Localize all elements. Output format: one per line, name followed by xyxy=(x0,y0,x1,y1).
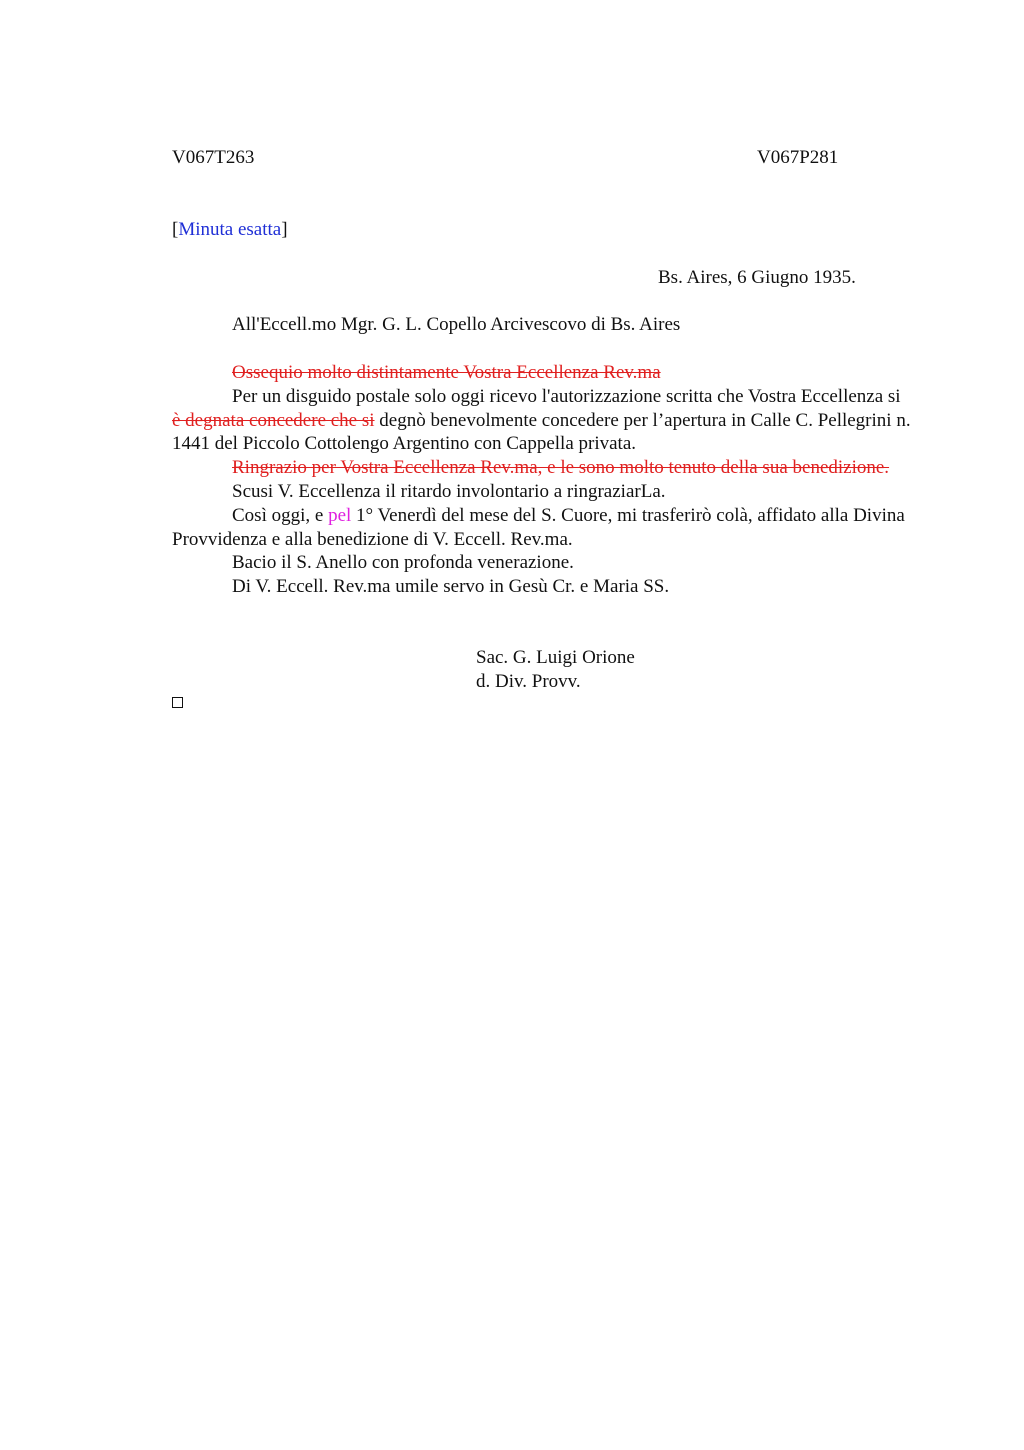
body-paragraph-6: Bacio il S. Anello con profonda venerazione. xyxy=(232,552,574,574)
document-reference-right: V067P281 xyxy=(757,147,839,168)
recipient-line: All'Eccell.mo Mgr. G. L. Copello Arcivescovo di Bs. Aires xyxy=(232,314,681,335)
body-paragraph-7: Di V. Eccell. Rev.ma umile servo in Gesù Cr. e Maria SS. xyxy=(232,576,670,598)
body-paragraph-3 xyxy=(172,456,912,480)
note-bracket-open: [ xyxy=(172,219,179,240)
empty-square-icon xyxy=(172,697,183,708)
dateline: Bs. Aires, 6 Giugno 1935. xyxy=(658,267,856,288)
editorial-note xyxy=(172,218,288,242)
deleted-text: Ringrazio per Vostra Eccellenza Rev.ma, e le sono molto tenuto della sua benedizione. xyxy=(232,457,890,479)
paragraph-text: Per un disguido postale solo oggi ricevo l'autorizzazione scritta che Vostra Eccellenza si xyxy=(232,385,901,407)
paragraph-text: 1° Venerdì del mese del S. Cuore, mi trasferirò colà, affidato alla Divina Provvidenza e alla benedizione di V. Eccell. Rev.ma. xyxy=(172,504,905,550)
signature-title: d. Div. Provv. xyxy=(476,671,581,692)
document-reference-left: V067T263 xyxy=(172,147,255,168)
deleted-text: è degnata concedere che si xyxy=(172,409,375,431)
deleted-text: Ossequio molto distintamente Vostra Eccellenza Rev.ma xyxy=(232,362,661,383)
paragraph-text: Così oggi, e xyxy=(232,504,329,526)
paragraph-text: degnò benevolmente concedere per l’apertura in Calle C. Pellegrini n. 1441 del Piccolo Cottolengo Argentino con Cappella privata. xyxy=(172,409,911,455)
signature-name: Sac. G. Luigi Orione xyxy=(476,647,635,668)
highlighted-text: pel xyxy=(328,504,352,526)
body-paragraph-2 xyxy=(172,385,912,456)
note-bracket-close: ] xyxy=(281,219,288,240)
note-text: Minuta esatta xyxy=(178,219,282,240)
signature-block xyxy=(476,646,635,694)
letter-body xyxy=(172,361,912,599)
body-paragraph-4: Scusi V. Eccellenza il ritardo involontario a ringraziarLa. xyxy=(232,480,666,502)
body-paragraph-5 xyxy=(172,504,912,552)
body-paragraph-1 xyxy=(172,361,912,385)
